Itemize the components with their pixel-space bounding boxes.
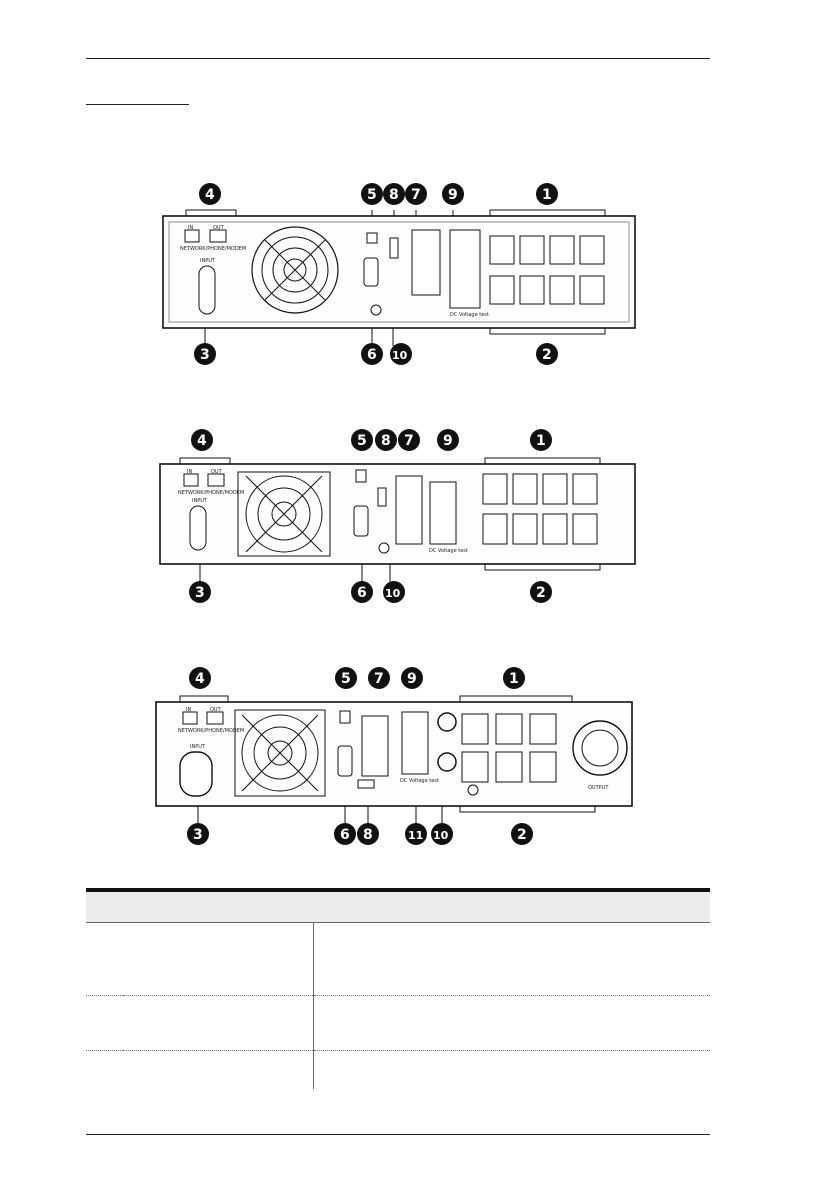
svg-text:DC Voltage test: DC Voltage test: [429, 548, 468, 554]
rear-panel-c-figure: [150, 664, 640, 854]
svg-text:6: 6: [340, 827, 350, 843]
callout-5: [361, 183, 383, 205]
component-table: [86, 888, 710, 1089]
svg-text:INPUT: INPUT: [190, 744, 205, 750]
svg-text:2: 2: [517, 827, 527, 843]
svg-text:11: 11: [408, 829, 424, 842]
svg-text:5: 5: [341, 671, 351, 687]
out-label: OUT: [213, 225, 224, 231]
svg-text:4: 4: [205, 187, 215, 203]
table-row: [86, 1051, 710, 1090]
callout-6: [361, 343, 383, 365]
svg-text:4: 4: [195, 671, 205, 687]
svg-text:8: 8: [389, 187, 399, 203]
svg-text:DC Voltage test: DC Voltage test: [400, 778, 439, 784]
dc-label: DC Voltage test: [450, 312, 489, 318]
callout-2: [536, 343, 558, 365]
svg-text:1: 1: [509, 671, 519, 687]
col-header-component: [123, 890, 314, 923]
in-label: IN: [188, 225, 194, 231]
svg-text:10: 10: [385, 587, 401, 600]
svg-text:OUT: OUT: [210, 707, 221, 713]
svg-text:9: 9: [448, 187, 458, 203]
svg-text:OUT: OUT: [211, 469, 222, 475]
svg-text:NETWORK/PHONE/MODEM: NETWORK/PHONE/MODEM: [178, 728, 245, 734]
col-header-description: [314, 890, 711, 923]
callout-7: [405, 183, 427, 205]
callout-8: [383, 183, 405, 205]
svg-text:5: 5: [367, 187, 377, 203]
rear-panel-a-drawing: [150, 178, 640, 368]
table-row: [86, 996, 710, 1051]
svg-text:3: 3: [193, 827, 203, 843]
svg-text:3: 3: [200, 347, 210, 363]
svg-text:8: 8: [363, 827, 373, 843]
svg-text:5: 5: [357, 433, 367, 449]
rear-panel-b-figure: [150, 426, 640, 606]
footer-rule: [86, 1134, 710, 1135]
svg-text:6: 6: [367, 347, 377, 363]
svg-text:10: 10: [433, 829, 449, 842]
network-label: NETWORK/PHONE/MODEM: [180, 246, 247, 252]
svg-text:2: 2: [536, 585, 546, 601]
svg-text:NETWORK/PHONE/MODEM: NETWORK/PHONE/MODEM: [178, 490, 245, 496]
table-row: [86, 923, 710, 996]
svg-text:9: 9: [443, 433, 453, 449]
svg-text:7: 7: [374, 671, 384, 687]
svg-text:2: 2: [542, 347, 552, 363]
svg-text:1: 1: [536, 433, 546, 449]
rear-panel-a-figure: [150, 178, 640, 368]
svg-text:IN: IN: [187, 469, 193, 475]
rear-panel-c-drawing: [150, 664, 640, 854]
section-title-underline: [86, 104, 189, 105]
svg-text:10: 10: [392, 349, 408, 362]
svg-text:7: 7: [411, 187, 421, 203]
callout-3: [194, 343, 216, 365]
svg-text:6: 6: [357, 585, 367, 601]
table-header-row: [86, 890, 710, 923]
svg-text:OUTPUT: OUTPUT: [588, 785, 609, 791]
header-rule: [86, 58, 710, 59]
svg-text:3: 3: [195, 585, 205, 601]
svg-text:7: 7: [404, 433, 414, 449]
svg-text:INPUT: INPUT: [192, 498, 207, 504]
callout-1: [536, 183, 558, 205]
input-label: INPUT: [200, 258, 215, 264]
svg-text:4: 4: [197, 433, 207, 449]
callout-10: [390, 343, 412, 365]
svg-text:IN: IN: [186, 707, 192, 713]
svg-text:1: 1: [542, 187, 552, 203]
callout-4: [199, 183, 221, 205]
svg-text:8: 8: [381, 433, 391, 449]
callout-9: [442, 183, 464, 205]
rear-panel-b-drawing: [150, 426, 640, 606]
col-header-no: [86, 890, 123, 923]
svg-text:9: 9: [407, 671, 417, 687]
